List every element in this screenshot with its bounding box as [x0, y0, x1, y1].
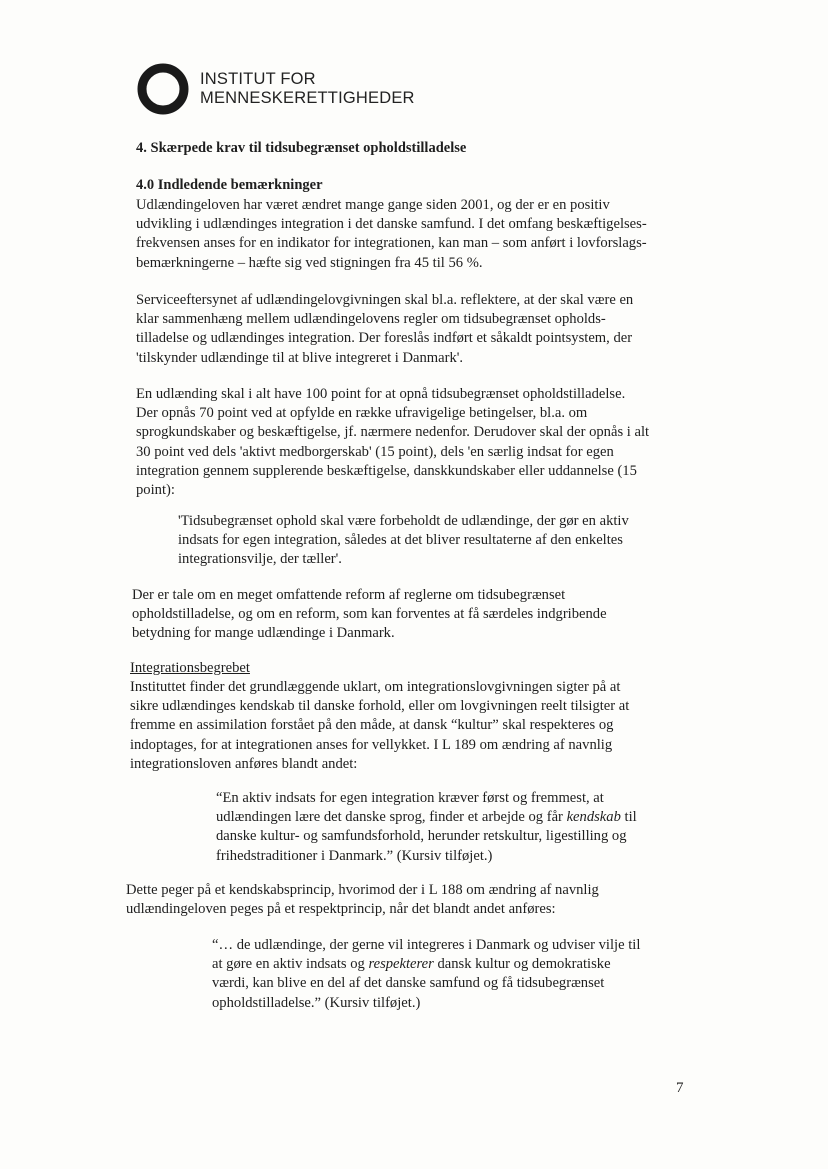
text-line [212, 955, 640, 974]
paragraph-points [136, 385, 649, 500]
paragraph-principles [126, 881, 599, 919]
text-line: 30 point ved dels 'aktivt medborgerskab' (15 point), dels 'en særlig indsat for egen [136, 443, 614, 460]
italic-emphasis: kendskab [566, 809, 621, 826]
text-line: frihedstraditioner i Danmark.” (Kursiv tilføjet.) [216, 847, 493, 864]
text-line: tilladelse og udlændinges integration. Der foreslås indført et såkaldt pointsystem, der [136, 330, 633, 347]
text-line: Udlændingeloven har været ændret mange gange siden 2001, og der er en positiv [136, 197, 610, 213]
text-line: sikre udlændinges kendskab til danske forhold, eller om lovgivningen reelt tilsigter at [130, 698, 630, 715]
text-line: Serviceeftersynet af udlændingelovgivningen skal bl.a. reflektere, at der skal være en [136, 292, 634, 308]
paragraph-service-review [136, 291, 633, 368]
text-line: Der er tale om en meget omfattende reform af reglerne om tidsubegrænset [132, 587, 566, 603]
text-line: udvikling i udlændinges integration i det danske samfund. I det omfang beskæftigelses- [136, 216, 647, 233]
text-line: opholdstilladelse.” (Kursiv tilføjet.) [212, 994, 421, 1011]
text-line: 'tilskynder udlændinge til at blive integreret i Danmark'. [136, 349, 464, 366]
text-line: opholdstilladelse, og om en reform, som kan forventes at få særdeles indgribende [132, 606, 607, 623]
text-line [216, 808, 637, 827]
organization-name-line1: INSTITUT FOR [200, 70, 316, 88]
integration-subheading: Integrationsbegrebet [130, 660, 250, 676]
text-run: udlændingen lære det danske sprog, finder et arbejde og får [216, 809, 567, 826]
text-line: integration gennem supplerende beskæftigelse, danskkundskaber eller uddannelse (15 [136, 462, 637, 479]
text-line: betydning for mange udlændinge i Danmark. [132, 625, 395, 642]
text-line: Dette peger på et kendskabsprincip, hvorimod der i L 188 om ændring af navnlig [126, 882, 599, 898]
institute-logo-icon [136, 62, 190, 116]
text-run: til [620, 809, 637, 826]
text-line: udlændingeloven peges på et respektprincip, når det blandt andet anføres: [126, 901, 556, 918]
text-line: “En aktiv indsats for egen integration kræver først og fremmest, at [216, 790, 604, 806]
text-line: integrationsvilje, der tæller'. [178, 551, 342, 568]
paragraph-intro [136, 196, 647, 273]
text-line: Der opnås 70 point ved at opfylde en række ufravigelige betingelser, bl.a. om [136, 405, 588, 422]
page-number: 7 [676, 1080, 684, 1096]
text-run: at gøre en aktiv indsats og [212, 956, 369, 973]
paragraph-integration-concept [130, 678, 629, 774]
text-line: En udlænding skal i alt have 100 point for at opnå tidsubegrænset opholdstilladelse. [136, 386, 626, 402]
text-line: værdi, kan blive en del af det danske samfund og få tidsubegrænset [212, 975, 605, 992]
text-line: klar sammenhæng mellem udlændingelovens regler om tidsubegrænset opholds- [136, 311, 606, 328]
text-line: fremme en assimilation forstået på den måde, at dansk “kultur” skal respekteres og [130, 717, 614, 734]
text-line: 'Tidsubegrænset ophold skal være forbeholdt de udlændinge, der gør en aktiv [178, 513, 629, 529]
text-line: danske kultur- og samfundsforhold, herunder retskultur, ligestilling og [216, 828, 627, 845]
text-line: “… de udlændinge, der gerne vil integreres i Danmark og udviser vilje til [212, 937, 641, 953]
text-line: integrationsloven anføres blandt andet: [130, 755, 358, 772]
section-heading: 4. Skærpede krav til tidsubegrænset opholdstilladelse [136, 140, 467, 156]
subsection-heading: 4.0 Indledende bemærkninger [136, 177, 323, 193]
text-line: point): [136, 482, 175, 499]
organization-name [200, 70, 415, 108]
text-line: indsats for egen integration, således at det bliver resultaterne af den enkeltes [178, 532, 623, 549]
text-line: Instituttet finder det grundlæggende uklart, om integrationslovgivningen sigter på at [130, 679, 621, 695]
text-run: dansk kultur og demokratiske [433, 956, 611, 973]
italic-emphasis: respekterer [368, 956, 434, 973]
organization-name-line2: MENNESKERETTIGHEDER [200, 89, 415, 107]
block-quote [178, 512, 629, 570]
text-line: bemærkningerne – hæfte sig ved stigningen fra 45 til 56 %. [136, 254, 483, 271]
block-quote [216, 789, 637, 866]
text-line: frekvensen anses for en indikator for integrationen, kan man – som anført i lovforslags- [136, 235, 647, 252]
text-line: indoptages, for at integrationen anses for vellykket. I L 189 om ændring af navnlig [130, 736, 613, 753]
paragraph-reform [132, 586, 607, 644]
text-line: sprogkundskaber og beskæftigelse, jf. nærmere nedenfor. Derudover skal der opnås i alt [136, 424, 650, 441]
block-quote [212, 936, 640, 1013]
